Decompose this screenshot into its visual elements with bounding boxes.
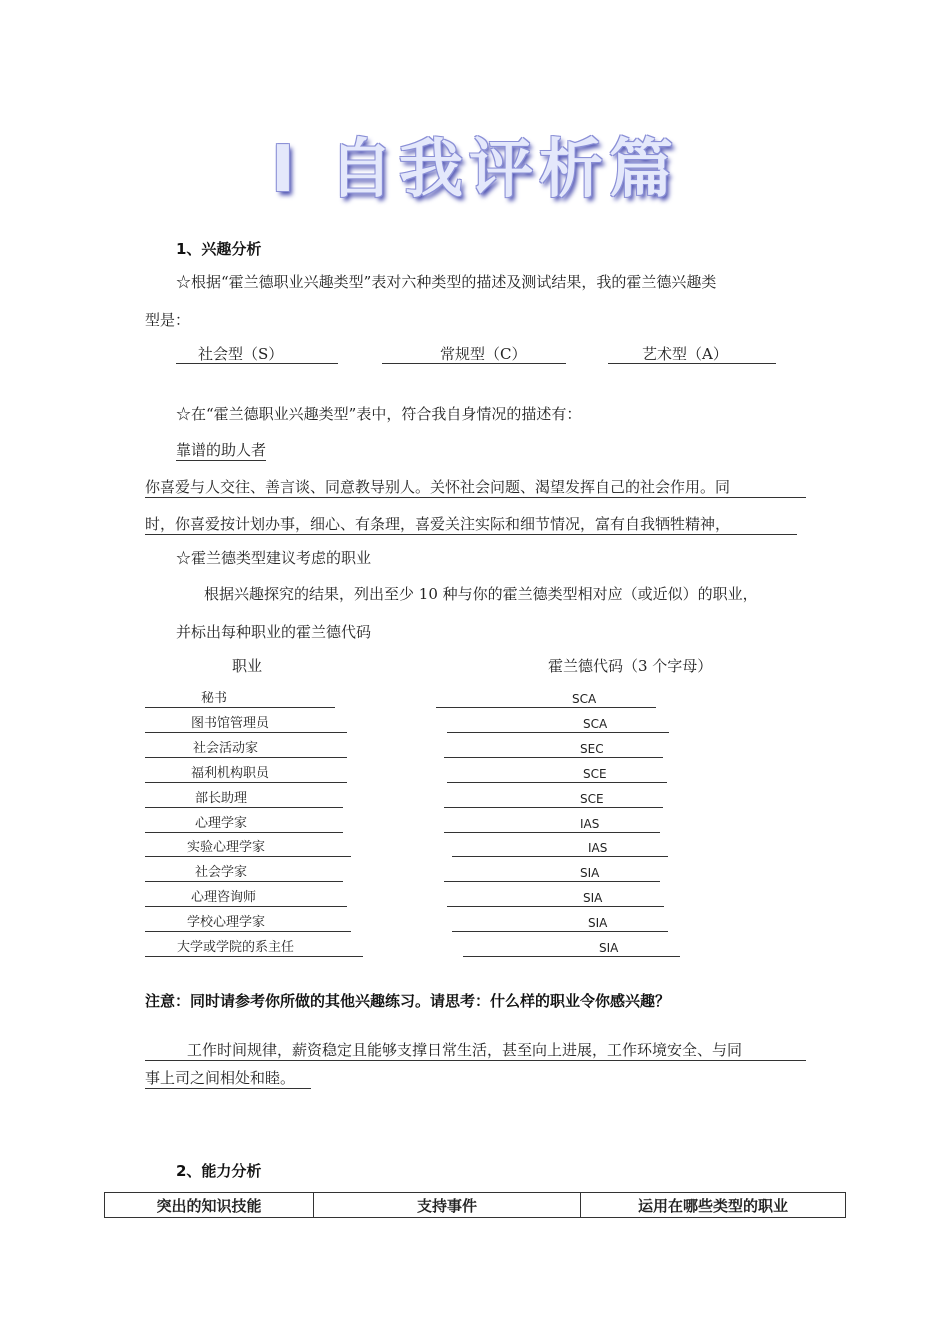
description-prompt: ☆在“霍兰德职业兴趣类型”表中，符合我自身情况的描述有： xyxy=(176,405,582,423)
job-item: 秘书 xyxy=(145,690,335,708)
job-item: 心理咨询师 xyxy=(145,889,347,907)
intro-text-line2: 型是： xyxy=(145,311,191,329)
column-header-code: 霍兰德代码（3 个字母） xyxy=(548,657,713,675)
job-item: 社会活动家 xyxy=(145,740,347,758)
job-item: 学校心理学家 xyxy=(145,914,351,932)
ability-table-header: 突出的知识技能 xyxy=(105,1193,314,1218)
instruction-line2: 并标出每种职业的霍兰德代码 xyxy=(176,623,372,641)
description-line1: 你喜爱与人交往、善言谈、同意教导别人。关怀社会问题、渴望发挥自己的社会作用。同 xyxy=(145,477,806,498)
instruction-line1: 根据兴趣探究的结果，列出至少 10 种与你的霍兰德类型相对应（或近似）的职业， xyxy=(204,585,758,603)
job-holland-code: SIA xyxy=(444,864,660,882)
intro-text-line1: ☆根据“霍兰德职业兴趣类型”表对六种类型的描述及测试结果，我的霍兰德兴趣类 xyxy=(176,273,717,291)
answer-line1: 工作时间规律，薪资稳定且能够支撑日常生活，甚至向上进展，工作环境安全、与同 xyxy=(145,1040,806,1061)
page-title: Ⅰ 自我评析篇 xyxy=(270,133,680,207)
column-header-job: 职业 xyxy=(232,657,263,675)
job-item: 心理学家 xyxy=(145,815,343,833)
job-item: 大学或学院的系主任 xyxy=(145,939,363,957)
job-holland-code: SIA xyxy=(447,889,664,907)
job-item: 社会学家 xyxy=(145,864,343,882)
job-holland-code: SCA xyxy=(436,690,656,708)
section-heading-interest: 1、兴趣分析 xyxy=(176,240,262,258)
job-holland-code: SIA xyxy=(452,914,668,932)
job-holland-code: SEC xyxy=(444,740,663,758)
description-line2: 时，你喜爱按计划办事，细心、有条理，喜爱关注实际和细节情况，富有自我牺牲精神， xyxy=(145,514,797,535)
job-holland-code: IAS xyxy=(444,815,660,833)
ability-table-header: 支持事件 xyxy=(314,1193,581,1218)
holland-type-2: 常规型（C） xyxy=(382,344,566,364)
job-holland-code: SCE xyxy=(444,790,663,808)
ability-table xyxy=(104,1192,846,1218)
job-holland-code: SCA xyxy=(447,715,669,733)
holland-type-3: 艺术型（A） xyxy=(608,344,776,364)
section-heading-ability: 2、能力分析 xyxy=(176,1162,262,1180)
job-item: 实验心理学家 xyxy=(145,839,351,857)
job-holland-code: IAS xyxy=(452,839,668,857)
holland-type-1: 社会型（S） xyxy=(176,344,338,364)
job-holland-code: SIA xyxy=(463,939,680,957)
career-prompt: ☆霍兰德类型建议考虑的职业 xyxy=(176,549,372,567)
job-holland-code: SCE xyxy=(447,765,667,783)
job-item: 福利机构职员 xyxy=(145,765,347,783)
answer-line2: 事上司之间相处和睦。 xyxy=(145,1068,311,1089)
description-title: 靠谱的助人者 xyxy=(176,441,267,459)
ability-table-header: 运用在哪些类型的职业 xyxy=(581,1193,846,1218)
ability-table-header-row xyxy=(105,1193,846,1218)
job-item: 部长助理 xyxy=(145,790,343,808)
note-text: 注意：同时请参考你所做的其他兴趣练习。请思考：什么样的职业令你感兴趣？ xyxy=(145,992,671,1010)
job-item: 图书馆管理员 xyxy=(145,715,347,733)
